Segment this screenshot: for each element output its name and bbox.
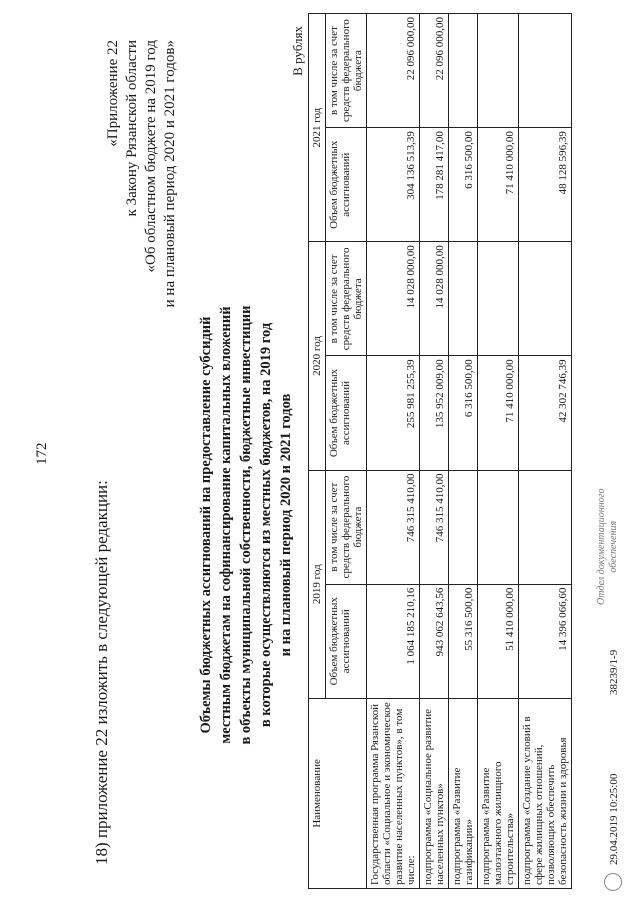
cell-federal-2021 (449, 14, 478, 128)
cell-federal-2020: 14 028 000,00 (420, 242, 449, 356)
cell-federal-2021: 22 096 000,00 (367, 14, 420, 128)
cell-federal-2019 (519, 470, 572, 584)
document-title (196, 265, 296, 785)
title-line: местным бюджетам на софинансирование капитальных вложений (218, 306, 234, 744)
cell-federal-2021: 22 096 000,00 (420, 14, 449, 128)
cell-federal-2019 (449, 470, 478, 584)
title-line: и на плановый период 2020 и 2021 годов (278, 393, 294, 657)
stamp-line: Отдел документационного (596, 488, 607, 605)
title-line: Объемы бюджетных ассигнований на предоставление субсидий (198, 316, 214, 734)
cell-volume-2021: 178 281 417,00 (420, 128, 449, 242)
table-row (420, 14, 449, 889)
cell-volume-2020: 255 981 255,39 (367, 356, 420, 470)
header-year-2020: 2020 год (309, 242, 326, 470)
table-row (449, 14, 478, 889)
budget-table (308, 13, 572, 889)
table-row (367, 14, 420, 889)
footer-code: 38239/1-9 (608, 649, 620, 695)
seal-icon (604, 873, 622, 891)
header-federal: в том числе за счет средств федерального бюджета (326, 470, 367, 584)
cell-federal-2019: 746 315 410,00 (420, 470, 449, 584)
cell-volume-2019: 51 410 000,00 (478, 584, 519, 698)
department-stamp (596, 488, 620, 605)
intro-text: 18) приложение 22 изложить в следующей редакции: (92, 480, 111, 865)
appendix-line: «Приложение 22 (105, 40, 121, 147)
header-federal: в том числе за счет средств федерального бюджета (326, 14, 367, 128)
cell-federal-2019 (478, 470, 519, 584)
row-name: подпрограмма «Социальное развитие населенных пунктов» (420, 698, 449, 888)
row-name: подпрограмма «Создание условий в сфере жилищных отношений, позволяющих обеспечить безопасность жизни и здоровья (519, 698, 572, 888)
cell-federal-2020 (478, 242, 519, 356)
header-volume: Объем бюджетных ассигнований (326, 584, 367, 698)
cell-volume-2020: 135 952 009,00 (420, 356, 449, 470)
cell-volume-2019: 14 396 066,60 (519, 584, 572, 698)
cell-volume-2021: 304 136 513,39 (367, 128, 420, 242)
cell-volume-2019: 943 062 643,56 (420, 584, 449, 698)
header-name: Наименование (309, 698, 367, 888)
cell-volume-2019: 1 064 185 210,16 (367, 584, 420, 698)
cell-federal-2021 (478, 14, 519, 128)
header-year-2019: 2019 год (309, 470, 326, 698)
stamp-line: обеспечения (608, 520, 619, 573)
appendix-line: «Об областном бюджете на 2019 год (143, 40, 159, 273)
cell-volume-2021: 71 410 000,00 (478, 128, 519, 242)
cell-volume-2021: 6 316 500,00 (449, 128, 478, 242)
title-line: в объекты муниципальной собственности, бюджетные инвестиции (238, 305, 254, 745)
page-number: 172 (34, 442, 50, 465)
appendix-line: и на плановый период 2020 и 2021 годов» (162, 40, 178, 308)
footer-timestamp: 29.04.2019 10:25:00 (608, 773, 620, 865)
title-line: в которые осуществляются из местных бюджетов, на 2019 год (258, 322, 274, 728)
row-name: подпрограмма «Развитие малоэтажного жилищного строительства» (478, 698, 519, 888)
cell-volume-2019: 55 316 500,00 (449, 584, 478, 698)
units-label: В рублях (290, 26, 305, 76)
cell-federal-2020: 14 028 000,00 (367, 242, 420, 356)
table-row (478, 14, 519, 889)
cell-volume-2020: 6 316 500,00 (449, 356, 478, 470)
cell-volume-2021: 48 128 596,39 (519, 128, 572, 242)
row-name: подпрограмма «Развитие газификации» (449, 698, 478, 888)
cell-federal-2019: 746 315 410,00 (367, 470, 420, 584)
appendix-line: к Закону Рязанской области (124, 40, 140, 217)
cell-federal-2020 (449, 242, 478, 356)
header-volume: Объем бюджетных ассигнований (326, 128, 367, 242)
cell-volume-2020: 42 302 746,39 (519, 356, 572, 470)
header-volume: Объем бюджетных ассигнований (326, 356, 367, 470)
header-year-2021: 2021 год (309, 14, 326, 242)
table-header-row (309, 14, 326, 889)
header-federal: в том числе за счет средств федерального бюджета (326, 242, 367, 356)
cell-volume-2020: 71 410 000,00 (478, 356, 519, 470)
cell-federal-2021 (519, 14, 572, 128)
appendix-reference (104, 40, 180, 400)
table-row (519, 14, 572, 889)
row-name: Государственная программа Рязанской области «Социальное и экономическое развитие населенных пунктов», в том числе: (367, 698, 420, 888)
cell-federal-2020 (519, 242, 572, 356)
